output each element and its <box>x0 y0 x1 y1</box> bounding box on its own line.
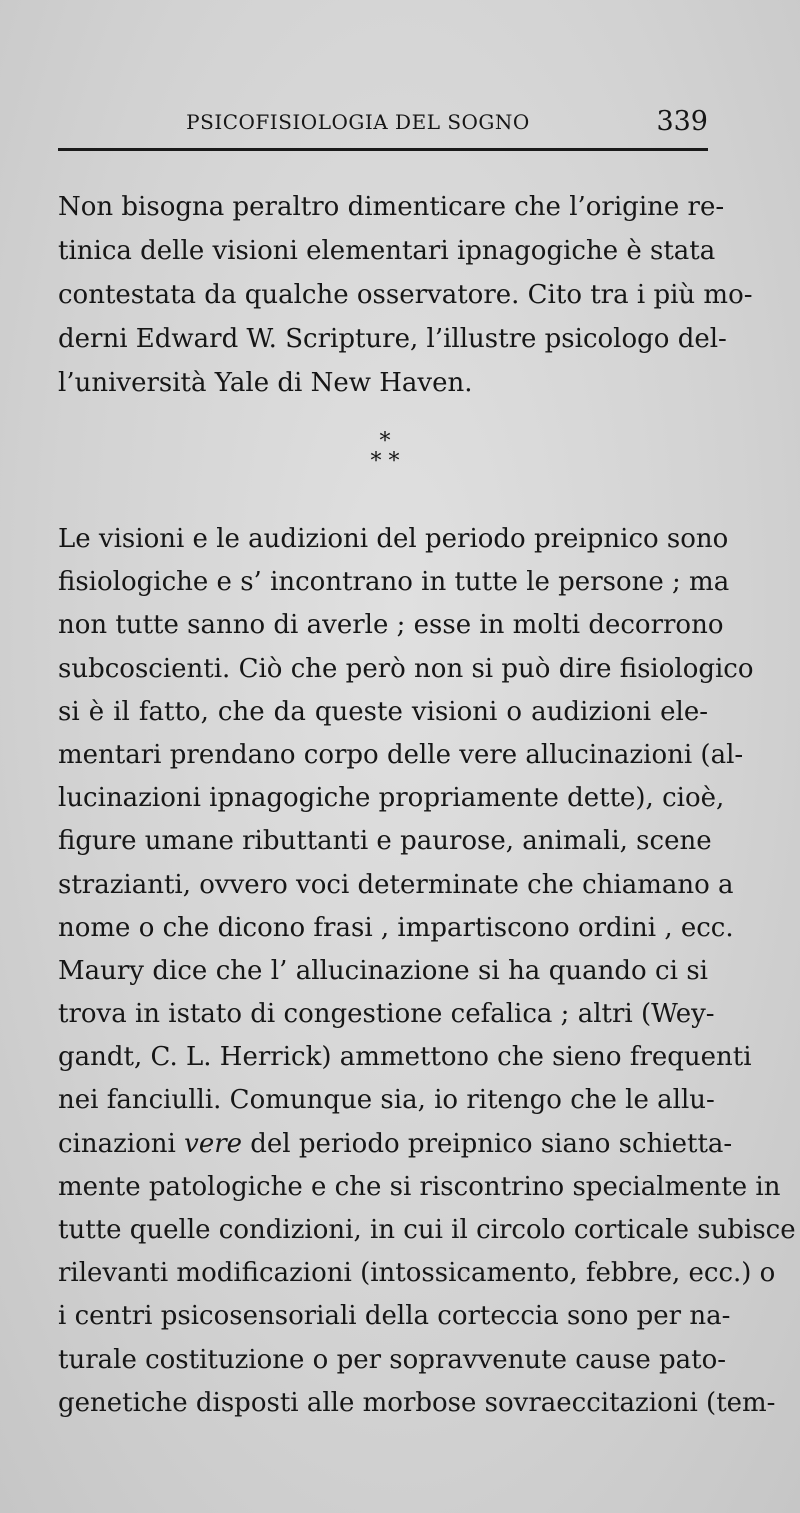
text-line: si è il fatto, che da queste visioni o audizioni ele- <box>58 696 708 727</box>
text-line: tinica delle visioni elementari ipnagogiche è stata <box>58 236 716 266</box>
text-line: subcoscienti. Ciò che però non si può dire fisiologico <box>58 653 754 684</box>
italic-line-before: cinazioni <box>58 1128 185 1159</box>
text-line: rilevanti modificazioni (intossicamento, febbre, ecc.) o <box>58 1258 776 1289</box>
text-line: figure umane ributtanti e paurose, animali, scene <box>58 826 712 857</box>
paragraph-1 <box>58 185 753 405</box>
text-line: turale costituzione o per sopravvenute cause pato- <box>58 1344 727 1375</box>
text-line: mente patologiche e che si riscontrino specialmente in <box>58 1171 781 1202</box>
section-asterism <box>350 429 420 474</box>
header-rule <box>58 148 708 151</box>
text-line: genetiche disposti alle morbose sovraeccitazioni (tem- <box>58 1387 776 1418</box>
text-line: fisiologiche e s’ incontrano in tutte le persone ; ma <box>58 567 730 598</box>
text-line: lucinazioni ipnagogiche propriamente dette), cioè, <box>58 783 725 814</box>
text-line: contestata da qualche osservatore. Cito tra i più mo- <box>58 280 753 310</box>
text-line: derni Edward W. Scripture, l’illustre psicologo del- <box>58 324 727 354</box>
text-line: tutte quelle condizioni, in cui il circolo corticale subisce <box>58 1215 796 1245</box>
paragraph-2 <box>58 518 796 1425</box>
text-line: non tutte sanno di averle ; esse in molti decorrono <box>58 610 724 641</box>
text-line: Maury dice che l’ allucinazione si ha quando ci si <box>58 955 708 986</box>
italic-line-after: del periodo preipnico siano schietta- <box>242 1128 733 1159</box>
asterism-bottom: * * <box>370 449 400 474</box>
text-line: gandt, C. L. Herrick) ammettono che sieno frequenti <box>58 1042 752 1073</box>
text-line: Non bisogna peraltro dimenticare che l’origine re- <box>58 192 725 222</box>
text-line-with-italic <box>58 1123 733 1166</box>
text-line: nei fanciulli. Comunque sia, io ritengo che le allu- <box>58 1085 715 1116</box>
running-title: PSICOFISIOLOGIA DEL SOGNO <box>186 110 530 134</box>
page-number: 339 <box>656 106 708 137</box>
asterism-top: * <box>379 429 391 454</box>
italic-word: vere <box>184 1128 243 1159</box>
text-line: strazianti, ovvero voci determinate che chiamano a <box>58 869 734 900</box>
text-line: mentari prendano corpo delle vere allucinazioni (al- <box>58 739 744 770</box>
page-header <box>58 106 708 140</box>
text-line: l’università Yale di New Haven. <box>58 368 473 398</box>
text-line: i centri psicosensoriali della corteccia sono per na- <box>58 1301 731 1332</box>
text-line: trova in istato di congestione cefalica ; altri (Wey- <box>58 999 715 1030</box>
text-line: nome o che dicono frasi , impartiscono ordini , ecc. <box>58 912 734 943</box>
text-line: Le visioni e le audizioni del periodo preipnico sono <box>58 524 729 554</box>
